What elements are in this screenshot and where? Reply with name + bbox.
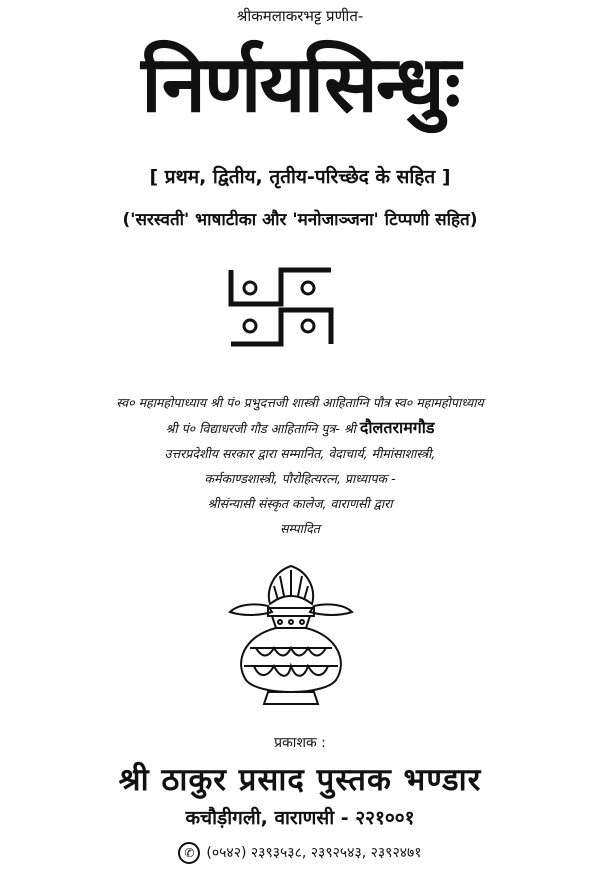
publisher-name: श्री ठाकुर प्रसाद पुस्तक भण्डार [118, 762, 482, 798]
editor-line-4: कर्मकाण्डशास्त्री, पौरोहित्यरत्न, प्राध्यापक - [204, 471, 396, 486]
author-line: श्रीकमलाकरभट्ट प्रणीत- [236, 7, 364, 25]
editor-name: दौलतरामगौड [359, 418, 435, 437]
editor-line-3: उत्तरप्रदेशीय सरकार द्वारा सम्मानित, वेदाचार्य, मीमांसाशास्त्री, [164, 446, 436, 461]
editor-line-6: सम्पादित [280, 521, 320, 536]
publisher-address: कचौड़ीगली, वाराणसी - २२१००१ [185, 807, 415, 829]
editor-line-1: स्व० महामहोपाध्याय श्री पं० प्रभुदत्तजी शास्त्री आहिताग्नि पौत्र स्व० महामहोपाध्याय [116, 395, 484, 410]
commentary-line: ('सरस्वती' भाषाटीका और 'मनोजाञ्जना' टिप्पणी सहित) [122, 210, 478, 230]
kalash-icon [228, 562, 354, 710]
phone-numbers: (०५४२) २३९३५३८, २३९२५४३, २३९२४७१ [206, 845, 422, 861]
editor-line-2-prefix: श्री पं० विद्याधरजी गौड आहिताग्नि पुत्र- श्री [165, 421, 356, 436]
publisher-phone [0, 842, 600, 864]
book-title: निर्णयसिन्धुः [141, 40, 459, 130]
phone-icon: ✆ [178, 842, 200, 864]
editor-line-2 [0, 415, 600, 441]
editor-credit [0, 390, 600, 541]
book-subtitle: [ प्रथम, द्वितीय, तृतीय-परिच्छेद के सहित ] [149, 166, 451, 188]
editor-line-5: श्रीसंन्यासी संस्कृत कालेज, वाराणसी द्वारा [207, 496, 393, 511]
swastika-icon [228, 264, 334, 350]
publisher-label: प्रकाशक : [274, 735, 326, 751]
